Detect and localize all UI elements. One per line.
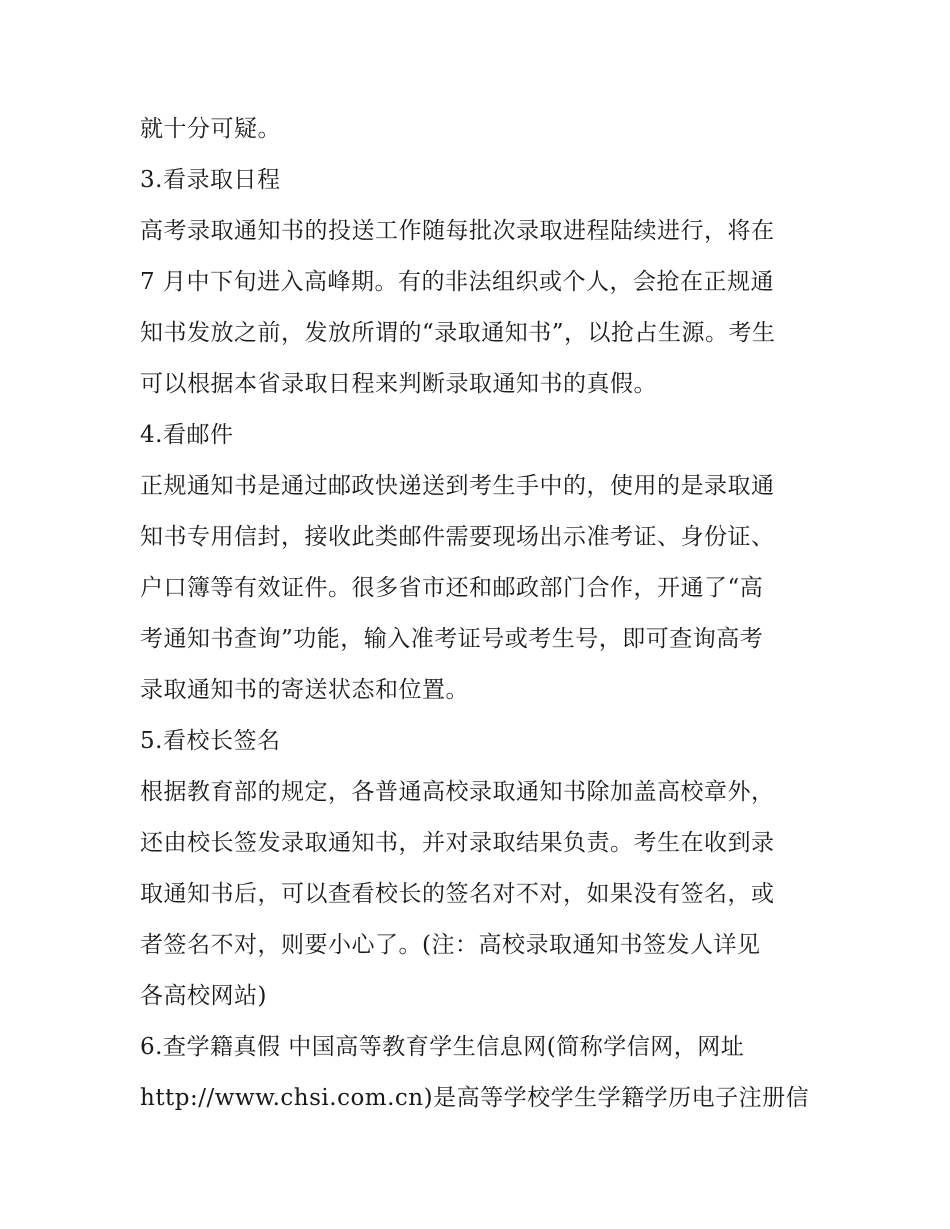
text-line: 正规通知书是通过邮政快递送到考生手中的，使用的是录取通 — [140, 473, 775, 499]
section-heading: 5.看校长签名 — [140, 728, 281, 754]
section-heading: 3.看录取日程 — [140, 167, 281, 193]
text-line: http://www.chsi.com.cn)是高等学校学生学籍学历电子注册信 — [140, 1085, 810, 1111]
text-line: 知书发放之前，发放所谓的“录取通知书”，以抢占生源。考生 — [140, 320, 776, 346]
text-line: 户口簿等有效证件。很多省市还和邮政部门合作，开通了“高 — [140, 575, 764, 601]
text-line: 知书专用信封，接收此类邮件需要现场出示准考证、身份证、 — [140, 524, 775, 550]
text-line: 根据教育部的规定，各普通高校录取通知书除加盖高校章外， — [140, 779, 775, 805]
text-line: 可以根据本省录取日程来判断录取通知书的真假。 — [140, 371, 657, 397]
text-line: 还由校长签发录取通知书，并对录取结果负责。考生在收到录 — [140, 830, 775, 856]
document-body — [140, 104, 820, 1124]
text-line: 者签名不对，则要小心了。(注：高校录取通知书签发人详见 — [140, 932, 761, 958]
text-line: 录取通知书的寄送状态和位置。 — [140, 677, 469, 703]
text-line: 各高校网站) — [140, 983, 267, 1009]
text-line: 高考录取通知书的投送工作随每批次录取进程陆续进行，将在 — [140, 218, 775, 244]
text-line: 7 月中下旬进入高峰期。有的非法组织或个人，会抢在正规通 — [140, 269, 774, 295]
text-line: 考通知书查询”功能，输入准考证号或考生号，即可查询高考 — [140, 626, 764, 652]
text-line: 取通知书后，可以查看校长的签名对不对，如果没有签名，或 — [140, 881, 775, 907]
section-heading: 6.查学籍真假 中国高等教育学生信息网(简称学信网，网址 — [140, 1034, 745, 1060]
section-heading: 4.看邮件 — [140, 422, 234, 448]
text-line: 就十分可疑。 — [140, 116, 281, 142]
